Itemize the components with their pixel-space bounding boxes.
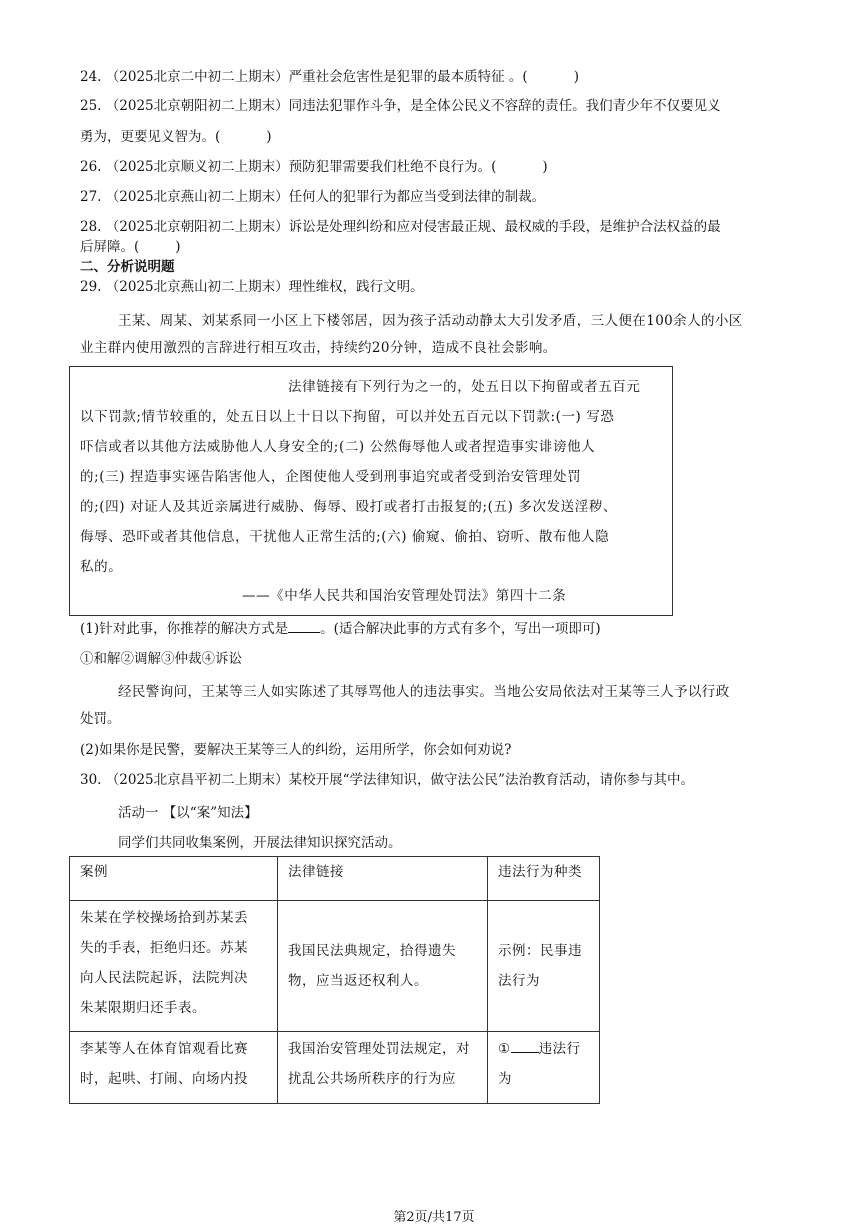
law-cell — [278, 1032, 488, 1104]
question-26 — [80, 158, 548, 176]
law-line: 的;(四) 对证人及其近亲属进行威胁、侮辱、殴打或者打击报复的;(五) 多次发送淫秽、 — [80, 499, 618, 515]
table-header-row — [70, 857, 600, 901]
law-excerpt-box — [69, 366, 673, 616]
question-text: （2025北京燕山初二上期末）任何人的犯罪行为都应当受到法律的制裁。 — [105, 189, 546, 205]
activity-intro: 同学们共同收集案例，开展法律知识探究活动。 — [118, 835, 402, 851]
header-cell-law: 法律链接 — [278, 857, 488, 901]
law-cell — [278, 901, 488, 1032]
law-line: 以下罚款;情节较重的，处五日以上十日以下拘留，可以并处五百元以下罚款:(一) 写恐 — [80, 409, 615, 425]
question-number: 28. — [80, 219, 102, 235]
activity-title: 活动一 【以“案”知法】 — [118, 805, 258, 821]
q29-options: ①和解②调解③仲裁④诉讼 — [80, 651, 242, 667]
sub-question-text-cont: 。(适合解决此事的方式有多个，写出一项即可) — [320, 621, 601, 637]
cell-line: 朱某限期归还手表。 — [80, 1000, 206, 1016]
cell-line — [498, 1034, 589, 1064]
question-number: 27. — [80, 189, 102, 205]
cell-line: 物，应当返还权利人。 — [288, 973, 428, 989]
type-cell — [488, 1032, 600, 1104]
answer-blank[interactable] — [511, 1040, 539, 1053]
question-28-line1 — [80, 218, 721, 236]
cell-line: 法行为 — [498, 973, 540, 989]
question-number: 30. — [80, 772, 102, 788]
question-paren-close: ) — [266, 129, 272, 145]
cell-line: 李某等人在体育馆观看比赛 — [80, 1041, 248, 1057]
question-30-title — [80, 771, 694, 789]
q29-sub-question-1 — [80, 620, 601, 638]
law-source: ——《中华人民共和国治安管理处罚法》第四十二条 — [242, 588, 567, 604]
question-25-line1 — [80, 97, 721, 115]
answer-blank[interactable] — [288, 620, 320, 633]
question-number: 26. — [80, 159, 102, 175]
header-cell-case: 案例 — [70, 857, 278, 901]
cell-line: 时，起哄、打闹、向场内投 — [80, 1071, 248, 1087]
q29-sub-question-2: (2)如果你是民警，要解决王某等三人的纠纷，运用所学，你会如何劝说? — [80, 742, 512, 758]
question-text: （2025北京朝阳初二上期末）诉讼是处理纠纷和应对侵害最正规、最权威的手段，是维护合法权益的最 — [105, 219, 721, 235]
question-paren-close: ) — [573, 69, 579, 85]
cell-line: 朱某在学校操场拾到苏某丢 — [80, 910, 248, 926]
law-line: 侮辱、恐吓或者其他信息，干扰他人正常生活的;(六) 偷窥、偷拍、窃听、散布他人隐 — [80, 529, 610, 545]
cell-line: 我国民法典规定，拾得遗失 — [288, 943, 456, 959]
question-number: 24. — [80, 69, 102, 85]
cell-line: 示例：民事违 — [498, 943, 582, 959]
question-27 — [80, 188, 545, 206]
page-footer: 第2页/共17页 — [393, 1210, 475, 1225]
question-text: （2025北京昌平初二上期末）某校开展“学法律知识，做守法公民”法治教育活动，请你参与其中。 — [105, 772, 694, 788]
question-text: （2025北京燕山初二上期末）理性维权，践行文明。 — [105, 279, 424, 295]
sub-question-text: (1)针对此事，你推荐的解决方式是 — [80, 621, 289, 637]
question-text: （2025北京顺义初二上期末）预防犯罪需要我们杜绝不良行为。( — [105, 159, 497, 175]
question-number: 29. — [80, 279, 102, 295]
cell-line: 向人民法院起诉，法院判决 — [80, 970, 248, 986]
q29-paragraph-1: 王某、周某、刘某系同一小区上下楼邻居，因为孩子活动动静太大引发矛盾，三人便在100余人的小区 — [118, 313, 743, 329]
q29-paragraph-2: 经民警询问，王某等三人如实陈述了其辱骂他人的违法事实。当地公安局依法对王某等三人予以行政 — [118, 684, 730, 700]
question-25-line2 — [80, 128, 272, 146]
question-text-cont: 勇为，更要见义智为。( — [80, 129, 221, 145]
question-paren-close: ) — [175, 239, 181, 255]
law-line: 法律链接有下列行为之一的，处五日以下拘留或者五百元 — [288, 379, 641, 395]
law-line: 的;(三) 捏造事实诬告陷害他人，企图使他人受到刑事追究或者受到治安管理处罚 — [80, 469, 582, 485]
cell-line: 失的手表，拒绝归还。苏某 — [80, 940, 248, 956]
question-text: （2025北京二中初二上期末）严重社会危害性是犯罪的最本质特征 。( — [105, 69, 528, 85]
case-cell — [70, 1032, 278, 1104]
q29-paragraph-1b: 业主群内使用激烈的言辞进行相互攻击，持续约20分钟，造成不良社会影响。 — [80, 340, 557, 356]
case-cell — [70, 901, 278, 1032]
law-line: 私的。 — [80, 559, 123, 575]
cell-line: 扰乱公共场所秩序的行为应 — [288, 1071, 456, 1087]
type-cell — [488, 901, 600, 1032]
q29-paragraph-2b: 处罚。 — [80, 711, 121, 727]
header-cell-type: 违法行为种类 — [488, 857, 600, 901]
question-text: （2025北京朝阳初二上期末）同违法犯罪作斗争，是全体公民义不容辞的责任。我们青少年不仅要见义 — [105, 98, 721, 114]
law-line: 吓信或者以其他方法威胁他人人身安全的;(二) 公然侮辱他人或者捏造事实诽谤他人 — [80, 439, 596, 455]
question-number: 25. — [80, 98, 102, 114]
question-text-cont: 后屏障。( — [80, 239, 140, 255]
table-row — [70, 901, 600, 1032]
question-24 — [80, 68, 579, 86]
cell-text: 违法行 — [538, 1041, 581, 1057]
circled-number: ① — [498, 1041, 511, 1057]
question-28-line2 — [80, 238, 181, 256]
section-title: 二、分析说明题 — [80, 259, 175, 275]
question-paren-close: ) — [542, 159, 548, 175]
cell-line: 我国治安管理处罚法规定，对 — [288, 1041, 470, 1057]
question-29-title — [80, 278, 424, 296]
case-table — [69, 856, 600, 1104]
cell-line: 为 — [498, 1071, 512, 1087]
table-row — [70, 1032, 600, 1104]
